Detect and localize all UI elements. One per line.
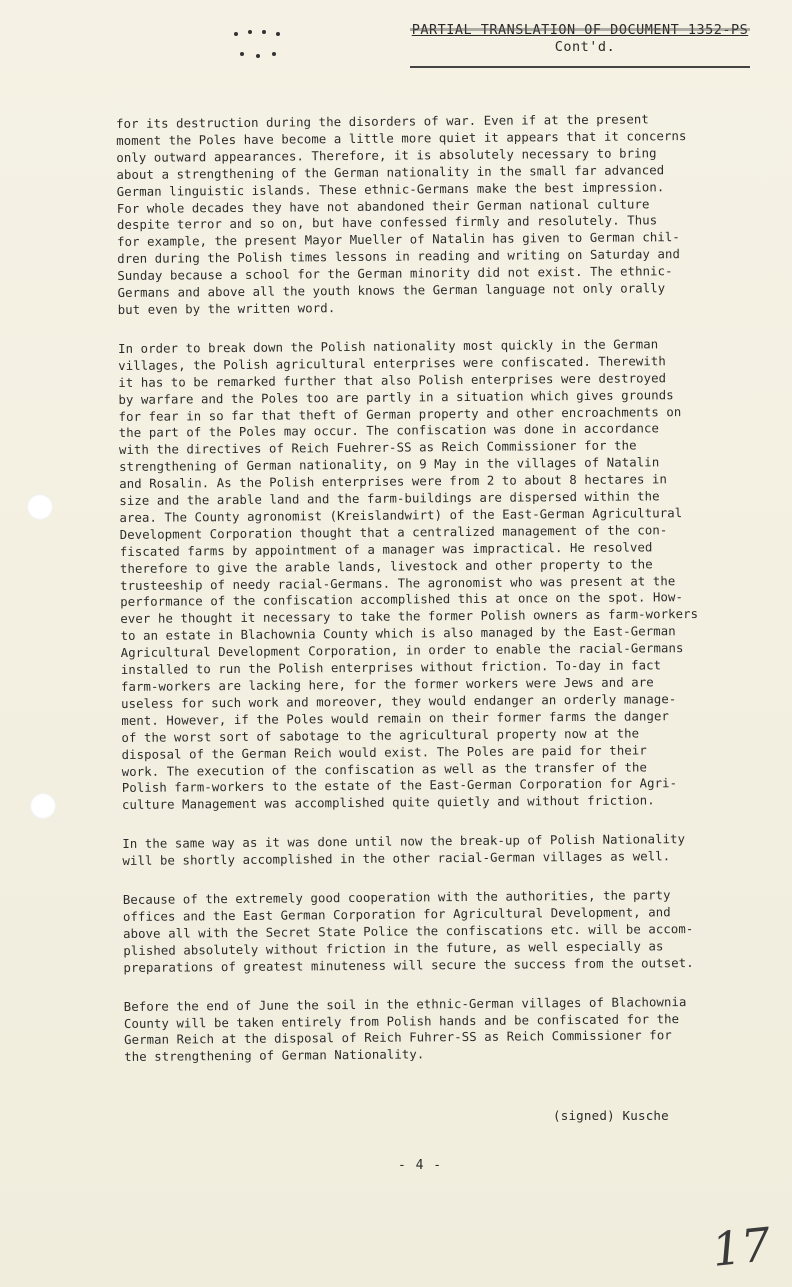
text-line: plished absolutely without friction in the future, as well especially as <box>123 939 664 958</box>
paragraph-3 <box>122 831 756 870</box>
text-line: useless for such work and moreover, they would endanger an orderly manage- <box>121 692 677 711</box>
paragraph-5 <box>124 993 759 1066</box>
text-line: In the same way as it was done until now the break-up of Polish Nationality <box>122 832 686 852</box>
text-line: for its destruction during the disorders of war. Even if at the present <box>116 112 649 131</box>
text-line: dren during the Polish times lessons in reading and writing on Saturday and <box>117 247 681 267</box>
stamp-dots <box>232 22 292 62</box>
document-header <box>410 22 750 56</box>
text-line: only outward appearances. Therefore, it is absolutely necessary to bring <box>116 146 657 165</box>
text-line: County will be taken entirely from Polish hands and be confiscated for the <box>123 1011 680 1031</box>
text-line: preparations of greatest minuteness will secure the success from the outset. <box>123 955 694 975</box>
handwritten-page-number: 17 <box>709 1217 774 1277</box>
paragraph-2 <box>118 335 756 814</box>
header-strikethrough <box>410 28 750 31</box>
text-line: ever he thought it necessary to take the former Polish owners as farm-workers <box>120 607 699 627</box>
text-line: villages, the Polish agricultural enterprises were confiscated. Therewith <box>118 353 666 373</box>
text-line: above all with the Secret State Police the confiscations etc. will be accom- <box>123 921 694 941</box>
text-line: fiscated farms by appointment of a manager was impractical. He resolved <box>119 540 653 559</box>
text-line: German linguistic islands. These ethnic-Germans make the best impression. <box>116 179 665 199</box>
header-rule <box>410 66 750 68</box>
text-line: culture Management was accomplished quite quietly and without friction. <box>121 793 655 813</box>
text-line: work. The execution of the confiscation as well as the transfer of the <box>121 759 647 779</box>
text-line: Because of the extremely good cooperation with the authorities, the party <box>122 888 671 908</box>
text-line: Germans and above all the youth knows the German language not only orally <box>117 281 666 301</box>
text-line: therefore to give the arable lands, livestock and other property to the <box>119 556 653 576</box>
signature-line: (signed) Kusche <box>553 1108 669 1123</box>
text-line: In order to break down the Polish nationality most quickly in the German <box>117 337 659 356</box>
text-line: strengthening of German nationality, on 9 May in the villages of Natalin <box>119 455 660 475</box>
page-number: - 4 - <box>398 1158 443 1173</box>
text-line: by warfare and the Poles too are partly in a situation which gives grounds <box>118 387 674 407</box>
document-body <box>116 110 758 1066</box>
header-continued: Cont'd. <box>554 39 616 55</box>
text-line: despite terror and so on, but have confessed firmly and resolutely. Thus <box>116 213 658 233</box>
text-line: about a strengthening of the German nationality in the small far advanced <box>116 162 665 182</box>
text-line: performance of the confiscation accomplished this at once on the spot. How- <box>120 590 684 610</box>
text-line: and Rosalin. As the Polish enterprises were from 2 to about 8 hectares in <box>119 472 668 492</box>
text-line: Sunday because a school for the German minority did not exist. The ethnic- <box>117 264 673 284</box>
text-line: German Reich at the disposal of Reich Fuhrer-SS as Reich Commissioner for <box>124 1028 672 1048</box>
text-line: for fear in so far that theft of German property and other encroachments on <box>118 404 682 424</box>
paragraph-1 <box>116 110 752 318</box>
text-line: Before the end of June the soil in the ethnic-German villages of Blachownia <box>123 994 687 1014</box>
text-line: of the worst sort of sabotage to the agricultural property now at the <box>121 726 640 745</box>
text-line: disposal of the German Reich would exist. The Poles are paid for their <box>121 743 647 762</box>
text-line: farm-workers are lacking here, for the former workers were Jews and are <box>120 675 654 694</box>
text-line: it has to be remarked further that also Polish enterprises were destroyed <box>118 370 667 390</box>
text-line: but even by the written word. <box>117 301 336 317</box>
punch-hole-bottom <box>30 793 56 819</box>
text-line: Development Corporation thought that a centralized management of the con- <box>119 523 668 542</box>
text-line: area. The County agronomist (Kreislandwirt) of the East-German Agricultural <box>119 506 683 525</box>
text-line: the part of the Poles may occur. The confiscation was done in accordance <box>118 421 660 441</box>
text-line: the strengthening of German Nationality. <box>124 1047 425 1065</box>
text-line: trusteeship of needy racial-Germans. The agronomist who was present at the <box>120 573 676 593</box>
paragraph-4 <box>123 887 758 977</box>
text-line: to an estate in Blachownia County which is also managed by the East-German <box>120 624 676 644</box>
text-line: installed to run the Polish enterprises without friction. To-day in fact <box>120 658 662 678</box>
text-line: ment. However, if the Poles would remain on their former farms the danger <box>121 709 670 728</box>
text-line: For whole decades they have not abandoned their German national culture <box>116 196 650 216</box>
text-line: moment the Poles have become a little more quiet it appears that it concerns <box>116 128 687 148</box>
text-line: size and the arable land and the farm-buildings are dispersed within the <box>119 489 660 509</box>
text-line: with the directives of Reich Fuehrer-SS as Reich Commissioner for the <box>118 438 637 458</box>
punch-hole-top <box>27 494 53 520</box>
text-line: Agricultural Development Corporation, in order to enable the racial-Germans <box>120 641 684 661</box>
text-line: will be shortly accomplished in the other racial-German villages as well. <box>122 849 671 869</box>
text-line: offices and the East German Corporation for Agricultural Development, and <box>122 905 671 924</box>
text-line: Polish farm-workers to the estate of the East-German Corporation for Agri- <box>121 776 678 796</box>
header-title: PARTIAL TRANSLATION OF DOCUMENT 1352-PS <box>411 22 749 38</box>
text-line: for example, the present Mayor Mueller of Natalin has given to German chil- <box>117 230 680 250</box>
